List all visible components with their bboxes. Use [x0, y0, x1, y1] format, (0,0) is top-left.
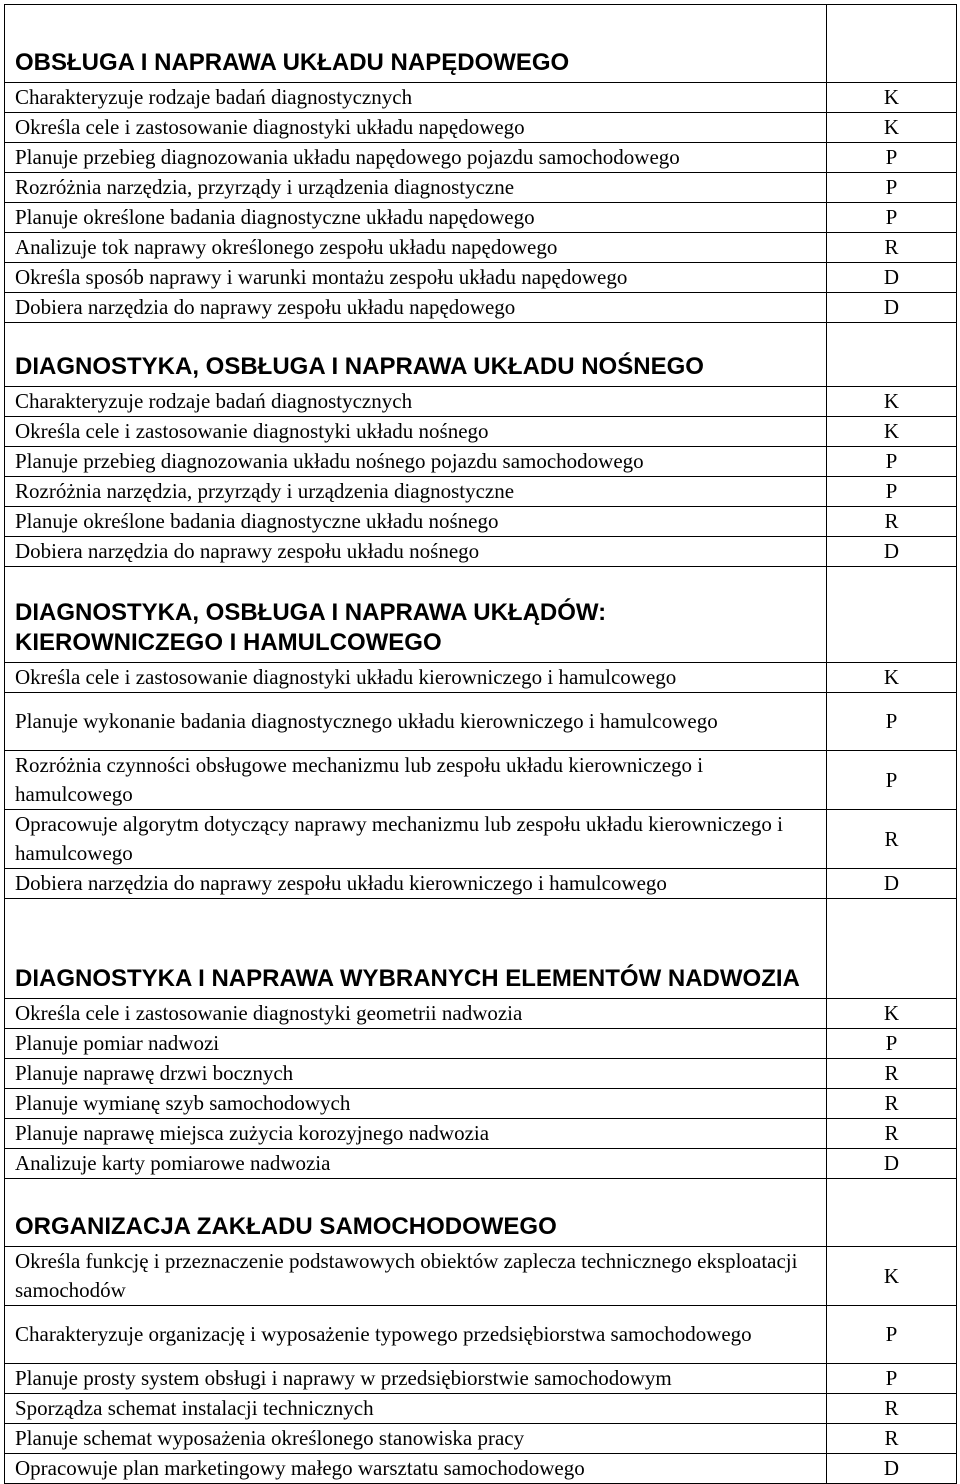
requirement-text: Planuje określone badania diagnostyczne układu napędowego: [5, 203, 827, 233]
table-row: [5, 663, 957, 693]
requirement-text: Charakteryzuje organizację i wyposażenie typowego przedsiębiorstwa samochodowego: [5, 1306, 827, 1364]
table-row: [5, 1364, 957, 1394]
table-row: [5, 1149, 957, 1179]
requirement-level: K: [827, 999, 957, 1029]
requirement-text: Określa cele i zastosowanie diagnostyki układu kierowniczego i hamulcowego: [5, 663, 827, 693]
requirement-level: D: [827, 1149, 957, 1179]
requirement-level: R: [827, 1059, 957, 1089]
requirement-level: P: [827, 1306, 957, 1364]
table-row: [5, 1029, 957, 1059]
table-row: [5, 233, 957, 263]
requirement-level: P: [827, 1364, 957, 1394]
section-header-level-cell: [827, 1179, 957, 1247]
table-row: [5, 1247, 957, 1306]
section-title: DIAGNOSTYKA, OSBŁUGA I NAPRAWA UKŁADU NOŚNEGO: [5, 323, 827, 387]
table-row: [5, 1394, 957, 1424]
requirement-text: Charakteryzuje rodzaje badań diagnostycznych: [5, 83, 827, 113]
section-title: DIAGNOSTYKA I NAPRAWA WYBRANYCH ELEMENTÓW NADWOZIA: [5, 899, 827, 999]
requirement-level: K: [827, 417, 957, 447]
requirement-text: Określa cele i zastosowanie diagnostyki układu napędowego: [5, 113, 827, 143]
requirement-level: R: [827, 1089, 957, 1119]
table-row: [5, 537, 957, 567]
section-header-row: [5, 323, 957, 387]
requirement-level: P: [827, 1029, 957, 1059]
requirement-text: Planuje przebieg diagnozowania układu napędowego pojazdu samochodowego: [5, 143, 827, 173]
requirement-level: D: [827, 293, 957, 323]
requirement-text: Dobiera narzędzia do naprawy zespołu układu kierowniczego i hamulcowego: [5, 869, 827, 899]
table-row: [5, 203, 957, 233]
requirement-text: Określa cele i zastosowanie diagnostyki układu nośnego: [5, 417, 827, 447]
table-row: [5, 1089, 957, 1119]
requirement-text: Planuje naprawę drzwi bocznych: [5, 1059, 827, 1089]
table-row: [5, 693, 957, 751]
requirement-level: D: [827, 263, 957, 293]
requirement-text: Planuje wymianę szyb samochodowych: [5, 1089, 827, 1119]
table-row: [5, 1119, 957, 1149]
table-row: [5, 751, 957, 810]
table-row: [5, 417, 957, 447]
table-row: [5, 173, 957, 203]
requirement-text: Planuje pomiar nadwozi: [5, 1029, 827, 1059]
requirement-level: P: [827, 693, 957, 751]
requirement-text: Dobiera narzędzia do naprawy zespołu układu nośnego: [5, 537, 827, 567]
section-title: DIAGNOSTYKA, OSBŁUGA I NAPRAWA UKŁĄDÓW: KIEROWNICZEGO I HAMULCOWEGO: [5, 567, 827, 663]
table-row: [5, 507, 957, 537]
requirement-text: Określa cele i zastosowanie diagnostyki geometrii nadwozia: [5, 999, 827, 1029]
requirement-level: D: [827, 1454, 957, 1484]
section-header-level-cell: [827, 323, 957, 387]
requirement-text: Określa funkcję i przeznaczenie podstawowych obiektów zaplecza technicznego eksploatacji samochodów: [5, 1247, 827, 1306]
requirement-text: Planuje przebieg diagnozowania układu nośnego pojazdu samochodowego: [5, 447, 827, 477]
requirement-level: P: [827, 173, 957, 203]
requirement-level: K: [827, 663, 957, 693]
requirement-level: P: [827, 203, 957, 233]
requirement-level: R: [827, 233, 957, 263]
table-row: [5, 143, 957, 173]
requirement-level: R: [827, 507, 957, 537]
requirement-level: P: [827, 143, 957, 173]
requirement-level: D: [827, 869, 957, 899]
requirement-level: K: [827, 387, 957, 417]
section-header-row: [5, 899, 957, 999]
table-row: [5, 1306, 957, 1364]
requirement-level: P: [827, 477, 957, 507]
requirement-level: K: [827, 83, 957, 113]
requirement-text: Rozróżnia narzędzia, przyrządy i urządzenia diagnostyczne: [5, 477, 827, 507]
table-row: [5, 810, 957, 869]
table-row: [5, 999, 957, 1029]
requirement-text: Planuje prosty system obsługi i naprawy w przedsiębiorstwie samochodowym: [5, 1364, 827, 1394]
table-row: [5, 83, 957, 113]
table-row: [5, 869, 957, 899]
table-row: [5, 293, 957, 323]
requirement-text: Rozróżnia czynności obsługowe mechanizmu lub zespołu układu kierowniczego i hamulcowego: [5, 751, 827, 810]
section-title: OBSŁUGA I NAPRAWA UKŁADU NAPĘDOWEGO: [5, 5, 827, 83]
table-row: [5, 1059, 957, 1089]
table-row: [5, 1454, 957, 1484]
section-header-row: [5, 567, 957, 663]
section-header-row: [5, 5, 957, 83]
requirement-level: R: [827, 1424, 957, 1454]
requirement-text: Sporządza schemat instalacji technicznych: [5, 1394, 827, 1424]
table-row: [5, 263, 957, 293]
section-header-level-cell: [827, 567, 957, 663]
requirement-text: Rozróżnia narzędzia, przyrządy i urządzenia diagnostyczne: [5, 173, 827, 203]
requirement-text: Charakteryzuje rodzaje badań diagnostycznych: [5, 387, 827, 417]
table-row: [5, 113, 957, 143]
section-header-level-cell: [827, 5, 957, 83]
requirement-text: Opracowuje algorytm dotyczący naprawy mechanizmu lub zespołu układu kierowniczego i hamulcowego: [5, 810, 827, 869]
requirement-text: Określa sposób naprawy i warunki montażu zespołu układu napędowego: [5, 263, 827, 293]
table-row: [5, 447, 957, 477]
requirement-level: R: [827, 1119, 957, 1149]
table-row: [5, 1424, 957, 1454]
requirement-level: P: [827, 447, 957, 477]
requirement-level: R: [827, 810, 957, 869]
requirement-level: K: [827, 113, 957, 143]
section-header-level-cell: [827, 899, 957, 999]
requirement-text: Dobiera narzędzia do naprawy zespołu układu napędowego: [5, 293, 827, 323]
requirement-level: D: [827, 537, 957, 567]
requirements-table: [4, 4, 957, 1484]
section-title: ORGANIZACJA ZAKŁADU SAMOCHODOWEGO: [5, 1179, 827, 1247]
table-row: [5, 387, 957, 417]
requirement-level: K: [827, 1247, 957, 1306]
requirement-text: Planuje określone badania diagnostyczne układu nośnego: [5, 507, 827, 537]
requirement-level: P: [827, 751, 957, 810]
requirement-text: Planuje schemat wyposażenia określonego stanowiska pracy: [5, 1424, 827, 1454]
requirement-level: R: [827, 1394, 957, 1424]
requirement-text: Planuje wykonanie badania diagnostycznego układu kierowniczego i hamulcowego: [5, 693, 827, 751]
requirement-text: Opracowuje plan marketingowy małego warsztatu samochodowego: [5, 1454, 827, 1484]
requirement-text: Analizuje tok naprawy określonego zespołu układu napędowego: [5, 233, 827, 263]
table-row: [5, 477, 957, 507]
requirement-text: Planuje naprawę miejsca zużycia korozyjnego nadwozia: [5, 1119, 827, 1149]
section-header-row: [5, 1179, 957, 1247]
requirement-text: Analizuje karty pomiarowe nadwozia: [5, 1149, 827, 1179]
